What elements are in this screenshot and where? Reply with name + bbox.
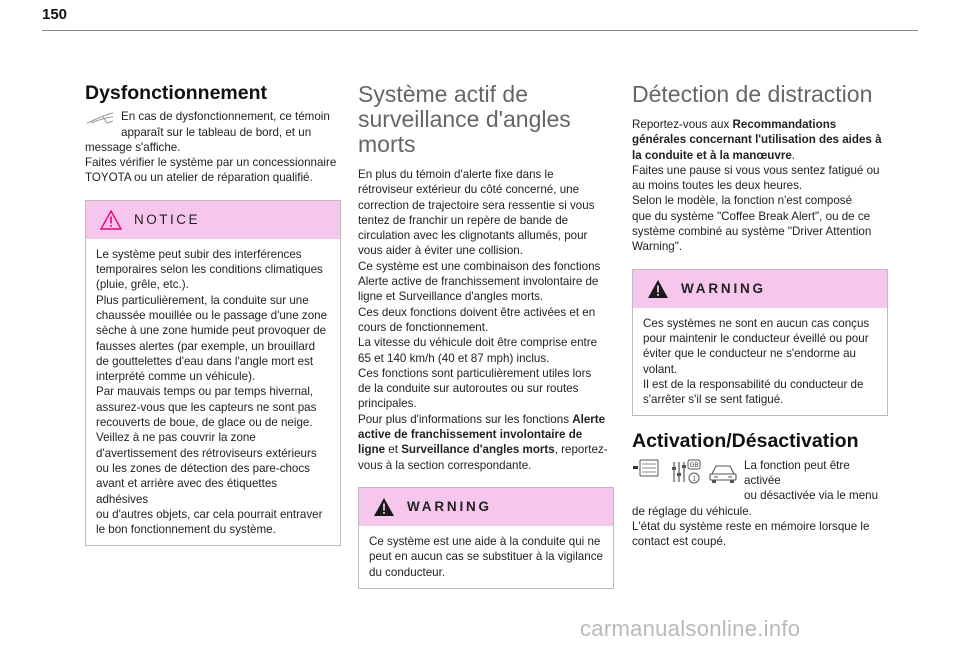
body-line: système combiné au système "Driver Attention bbox=[632, 225, 872, 239]
warning-title: WARNING bbox=[681, 281, 766, 297]
notice-line: ou d'autres objets, car cela pourrait entraver bbox=[96, 507, 323, 521]
body-line: que du système "Coffee Break Alert", ou de ce bbox=[632, 209, 871, 223]
body-line: Warning". bbox=[632, 240, 683, 254]
column-blind-spot bbox=[358, 70, 614, 589]
bold-run: Alerte bbox=[572, 412, 606, 426]
vehicle-settings-icons bbox=[632, 458, 740, 488]
column-dysfonctionnement bbox=[85, 70, 341, 546]
warning-callout bbox=[632, 269, 888, 417]
body-line: 65 et 140 km/h (40 et 87 mph) inclus. bbox=[358, 351, 550, 365]
section-heading-blind-spot bbox=[358, 82, 614, 157]
body-line: principales. bbox=[358, 397, 417, 411]
body-line: vous à la section correspondante. bbox=[358, 458, 532, 472]
body-line: vous aider à éviter une collision. bbox=[358, 244, 523, 258]
body-line: Ces fonctions sont particulièrement utiles lors bbox=[358, 366, 592, 380]
body-line: En plus du témoin d'alerte fixe dans le bbox=[358, 168, 554, 181]
notice-triangle-icon bbox=[100, 210, 122, 230]
body-line bbox=[358, 442, 614, 457]
warning-line: volant. bbox=[643, 362, 678, 376]
notice-line: Veillez à ne pas couvrir la zone bbox=[96, 431, 256, 445]
notice-line: chaussée mouillée ou le passage d'une zone bbox=[96, 308, 328, 322]
warning-callout bbox=[358, 487, 614, 589]
body-line: tentez de franchir un repère de bande de bbox=[358, 213, 569, 227]
notice-line: Le système peut subir des interférences bbox=[96, 247, 302, 261]
body-line: Faites vérifier le système par un concessionnaire bbox=[85, 156, 337, 170]
warning-title: WARNING bbox=[407, 499, 492, 515]
body-line bbox=[632, 117, 888, 132]
body-line: L'état du système reste en mémoire lorsque le bbox=[632, 519, 870, 533]
notice-callout bbox=[85, 200, 341, 547]
notice-title: NOTICE bbox=[134, 212, 201, 228]
text-run: et bbox=[385, 443, 402, 457]
notice-body bbox=[86, 239, 340, 546]
body-line: Alerte active de franchissement involontaire de bbox=[358, 275, 599, 289]
body-line: TOYOTA ou un atelier de réparation qualifié. bbox=[85, 171, 313, 185]
notice-line: Par mauvais temps ou par temps hivernal, bbox=[96, 385, 314, 399]
body-line: Faites une pause si vous vous sentez fatigué ou bbox=[632, 163, 880, 177]
heading-line: surveillance d'angles bbox=[358, 106, 571, 132]
warning-line: Ce système est une aide à la conduite qui ne bbox=[369, 534, 601, 548]
warning-triangle-icon bbox=[373, 497, 395, 517]
warning-line: peut en aucun cas se substituer à la vigilance bbox=[369, 550, 603, 564]
intro-line: apparaît sur le tableau de bord, et un bbox=[121, 125, 312, 139]
warning-body bbox=[633, 308, 887, 416]
body-line: Ces deux fonctions doivent être activées et en bbox=[358, 305, 596, 319]
section-heading-distraction: Détection de distraction bbox=[632, 81, 873, 107]
bold-run: Recommandations bbox=[732, 118, 837, 131]
notice-line: interprété comme un véhicule). bbox=[96, 370, 256, 384]
notice-line: assurez-vous que les capteurs ne sont pas bbox=[96, 400, 317, 414]
notice-line: fausses alertes (par exemple, un brouillard bbox=[96, 339, 316, 353]
notice-line: temporaires selon les conditions climatiques bbox=[96, 263, 323, 277]
body-line bbox=[358, 412, 614, 427]
header-divider bbox=[42, 30, 918, 31]
warning-line: pour maintenir le conducteur éveillé ou pour bbox=[643, 331, 869, 345]
body-line: La vitesse du véhicule doit être comprise entre bbox=[358, 336, 598, 350]
settings-sliders-icon bbox=[672, 460, 700, 483]
body-line: de la conduite sur autoroutes ou sur routes bbox=[358, 382, 579, 396]
page-number: 150 bbox=[42, 6, 68, 23]
bold-run: ligne bbox=[358, 443, 386, 457]
body-line bbox=[358, 427, 614, 442]
warning-triangle-icon bbox=[647, 279, 669, 299]
body-line: ligne et Surveillance d'angles morts. bbox=[358, 290, 544, 304]
warning-line: du conducteur. bbox=[369, 565, 446, 579]
notice-line: le bon fonctionnement du système. bbox=[96, 523, 276, 537]
text-run: . bbox=[791, 148, 796, 162]
activation-paragraph bbox=[632, 458, 888, 550]
body-line: correction de trajectoire sera ressentie si vous bbox=[358, 198, 595, 212]
section-heading-dysfonctionnement: Dysfonctionnement bbox=[85, 82, 268, 104]
section-heading-activation: Activation/Désactivation bbox=[632, 430, 859, 453]
notice-line: recouverts de boue, de glace ou de neige. bbox=[96, 416, 313, 430]
warning-header bbox=[633, 270, 887, 308]
gb-label: GB bbox=[689, 462, 699, 469]
one-label: 1 bbox=[692, 475, 696, 483]
body-line: de réglage du véhicule. bbox=[632, 504, 752, 518]
warning-line: Il est de la responsabilité du conducteur de bbox=[643, 377, 864, 391]
bold-run: la conduite et à la manœuvre bbox=[632, 148, 792, 162]
bold-run: générales concernant l'utilisation des aides à bbox=[632, 133, 882, 147]
text-run: Reportez-vous aux bbox=[632, 118, 733, 131]
warning-header bbox=[359, 488, 613, 526]
body-line: rétroviseur extérieur du côté concerné, une bbox=[358, 183, 580, 197]
screen-menu-icon bbox=[633, 460, 658, 476]
notice-line: avant et arrière avec des étiquettes adhésives bbox=[96, 477, 278, 506]
notice-line: sèche à une zone humide peut provoquer de bbox=[96, 324, 327, 338]
warning-line: éviter que le conducteur ne s'endorme au bbox=[643, 347, 856, 361]
heading-line: morts bbox=[358, 131, 416, 157]
body-line: Selon le modèle, la fonction n'est composé bbox=[632, 194, 853, 208]
warning-body bbox=[359, 526, 613, 588]
body-line bbox=[632, 132, 888, 147]
notice-line: Plus particulièrement, la conduite sur une bbox=[96, 293, 309, 307]
notice-line: ou les zones de détection des pare-chocs bbox=[96, 461, 310, 475]
body-line: message s'affiche. bbox=[85, 140, 181, 154]
body-line: contact est coupé. bbox=[632, 535, 727, 549]
notice-header bbox=[86, 201, 340, 239]
text-run: , reportez- bbox=[554, 443, 608, 457]
body-line bbox=[632, 148, 888, 163]
body-line: Ce système est une combinaison des fonctions bbox=[358, 259, 601, 273]
watermark: carmanualsonline.info bbox=[580, 616, 801, 641]
blind-spot-mirror-icon bbox=[85, 111, 115, 125]
warning-line: s'arrêter s'il se sent fatigué. bbox=[643, 393, 784, 407]
bold-run: active de franchissement involontaire de bbox=[358, 428, 583, 442]
intro-line: En cas de dysfonctionnement, ce témoin bbox=[121, 110, 330, 124]
notice-line: de gouttelettes d'eau dans l'angle mort est bbox=[96, 354, 314, 368]
body-line: cours de fonctionnement. bbox=[358, 320, 489, 334]
body-line: ou désactivée via le menu bbox=[744, 489, 879, 503]
column-distraction bbox=[632, 70, 888, 550]
text-run: Pour plus d'informations sur les fonctions bbox=[358, 412, 573, 426]
warning-light-paragraph bbox=[85, 109, 341, 140]
body-line: circulation avec les clignotants allumés, pour bbox=[358, 229, 588, 243]
body-line: La fonction peut être activée bbox=[744, 458, 850, 488]
car-icon bbox=[710, 466, 736, 483]
warning-line: Ces systèmes ne sont en aucun cas conçus bbox=[643, 316, 870, 330]
body-line: au moins toutes les deux heures. bbox=[632, 179, 803, 193]
heading-line: Système actif de bbox=[358, 81, 529, 107]
bold-run: Surveillance d'angles morts bbox=[401, 443, 555, 457]
notice-line: d'avertissement des rétroviseurs extérieurs bbox=[96, 446, 317, 460]
notice-line: (pluie, grêle, etc.). bbox=[96, 278, 189, 292]
